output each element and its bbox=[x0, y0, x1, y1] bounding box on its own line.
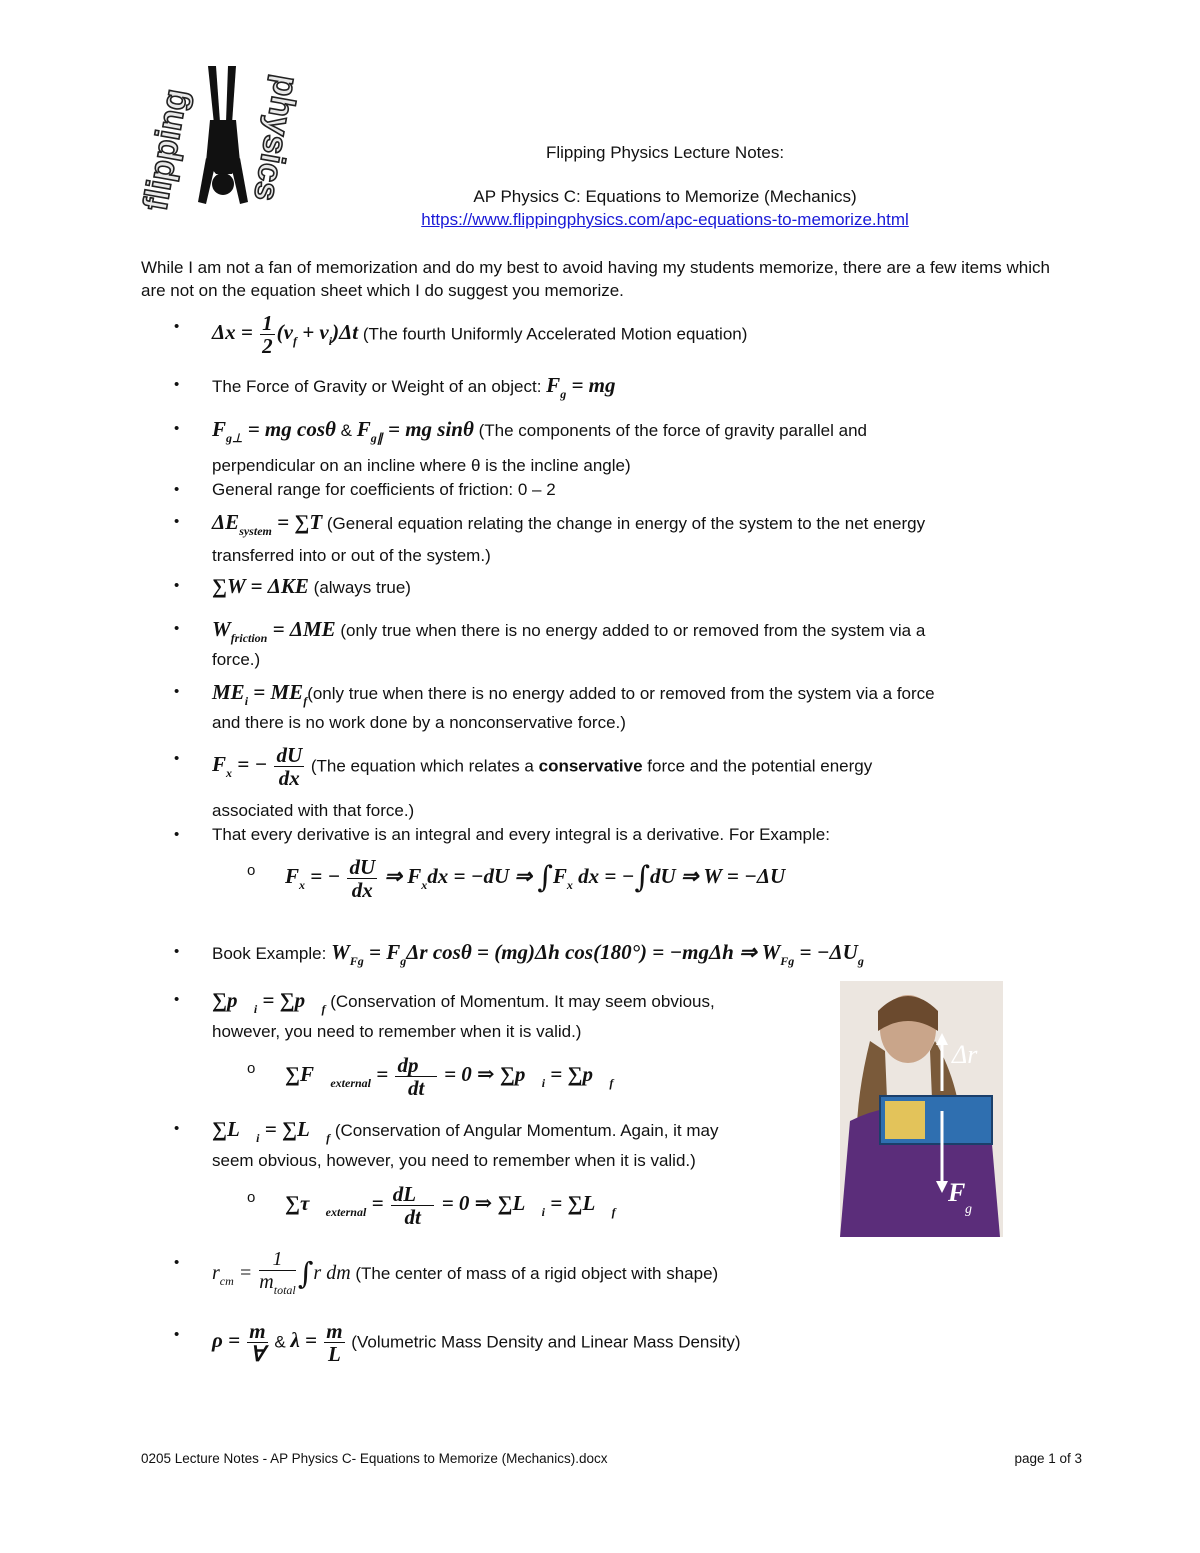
equation: λ = $\frac{m}{L}$ bbox=[290, 1319, 343, 1366]
flipping-physics-logo bbox=[136, 62, 306, 220]
equation: $W_{Fg} = F_g\Delta r$ cosθ = (mg)Δh cos(180°) = −mgΔh ⇒ $W_{Fg} = -\Delta U_g$ bbox=[331, 940, 864, 968]
photo-person-lifting-box bbox=[840, 981, 1003, 1237]
equation: $\sum F⃗_{external}$ = $\frac{dp⃗}{dt}$ = 0 ⇒ $\sum p⃗_i$ = $\sum p⃗_f$ bbox=[285, 1053, 614, 1100]
list-item: • $\sum L⃗_i$ = $\sum L⃗_f$ (Conservation of Angular Momentum. Again, it may bbox=[174, 1117, 719, 1145]
equation: $\sum p⃗_i$ = $\sum p⃗_f$ bbox=[212, 988, 326, 1016]
header-link[interactable]: https://www.flippingphysics.com/apc-equations-to-memorize.html bbox=[421, 210, 909, 229]
equation: $W_{friction} = \Delta ME$ bbox=[212, 617, 336, 645]
handstand-figure-icon bbox=[198, 66, 248, 204]
equation: Δx = $\frac{1}{2}$ $(v_f + v_i)\Delta t$ bbox=[212, 311, 359, 358]
equation: $F_{g\parallel}$ = mg sinθ bbox=[356, 417, 474, 445]
list-item: • $F_x$ = − $\frac{dU}{dx}$ (The equation which relates a conservative force and the potential energy bbox=[174, 743, 873, 790]
list-item-continuation: transferred into or out of the system.) bbox=[212, 546, 491, 565]
list-item-continuation: and there is no work done by a nonconservative force.) bbox=[212, 713, 626, 732]
photo-label-sub: g bbox=[965, 1202, 972, 1217]
list-item: • ρ = $\frac{m}{\forall}$ & λ = $\frac{m}{L}$ (Volumetric Mass Density and Linear Mass Density) bbox=[174, 1319, 741, 1366]
photo-label-delta-r: Δr bbox=[952, 1040, 978, 1069]
intro-paragraph: While I am not a fan of memorization and do my best to avoid having my students memorize, there are a few items which are not on the equation sheet which I do suggest you memorize. bbox=[141, 258, 1050, 300]
header-subtitle: AP Physics C: Equations to Memorize (Mechanics) bbox=[473, 187, 857, 206]
logo-text-right: physics bbox=[246, 72, 306, 204]
photo-label-force: F bbox=[948, 1178, 966, 1207]
list-item: • $ME_i$ = $ME_f(only$ true when there is no energy added to or removed from the system via a force bbox=[174, 680, 935, 708]
sub-list-item: o $\sum\tau⃗_{external}$ = $\frac{dL⃗}{dt}$ = 0 ⇒ $\sum L⃗_i$ = $\sum L⃗_f$ bbox=[247, 1182, 616, 1229]
list-item: • The Force of Gravity or Weight of an object: $F_g$ = mg bbox=[174, 373, 616, 401]
sub-list-item: o $F_x$ = − $\frac{dU}{dx}$ ⇒ $F_xdx = -dU$ ⇒ $\int F_x$ dx = −∫dU ⇒ W = −ΔU bbox=[247, 855, 786, 902]
footer-filename: 0205 Lecture Notes - AP Physics C- Equations to Memorize (Mechanics).docx bbox=[141, 1451, 608, 1466]
equation: $F_g$ = mg bbox=[546, 373, 616, 401]
list-item-continuation: associated with that force.) bbox=[212, 801, 415, 820]
list-item-continuation: however, you need to remember when it is valid.) bbox=[212, 1022, 582, 1041]
equation: $F_{g\perp}$ = mg cosθ bbox=[212, 417, 336, 445]
list-item: • Book Example: $W_{Fg} = F_g\Delta r$ cosθ = (mg)Δh cos(180°) = −mgΔh ⇒ $W_{Fg} = -\Delta U_g$ bbox=[174, 940, 864, 968]
list-item-continuation: seem obvious, however, you need to remember when it is valid.) bbox=[212, 1151, 696, 1170]
list-item: • $F_{g\perp}$ = mg cosθ & $F_{g\parallel}$ = mg sinθ (The components of the force of gravity parallel and bbox=[174, 417, 867, 445]
equation: $F_x$ = − $\frac{dU}{dx}$ bbox=[212, 743, 303, 790]
equation: ρ = $\frac{m}{\forall}$ bbox=[212, 1319, 266, 1366]
list-item: • Δx = $\frac{1}{2}$ $(v_f + v_i)\Delta t$ (The fourth Uniformly Accelerated Motion equation) bbox=[174, 311, 748, 358]
equation: $\sum\tau⃗_{external}$ = $\frac{dL⃗}{dt}$ = 0 ⇒ $\sum L⃗_i$ = $\sum L⃗_f$ bbox=[285, 1182, 616, 1229]
list-item: • $\Delta E_{system} = \sum T$ (General equation relating the change in energy of the system to the net energy bbox=[174, 510, 926, 538]
equation: ∑W = ΔKE bbox=[212, 574, 309, 598]
equation: $\Delta E_{system} = \sum T$ bbox=[212, 510, 323, 538]
equation: $F_x$ = − $\frac{dU}{dx}$ ⇒ $F_xdx = -dU$ ⇒ $\int F_x$ dx = −∫dU ⇒ W = −ΔU bbox=[285, 855, 786, 902]
header-title: Flipping Physics Lecture Notes: bbox=[545, 143, 785, 162]
list-item: • $W_{friction} = \Delta ME$ (only true when there is no energy added to or removed from the system via a bbox=[174, 617, 926, 645]
list-item: • $\sum p⃗_i$ = $\sum p⃗_f$ (Conservation of Momentum. It may seem obvious, bbox=[174, 988, 715, 1016]
footer-page-number: page 1 of 3 bbox=[1014, 1451, 1082, 1466]
equation: $r_{cm}$ = $\frac{1}{m_{total}}$ ∫r dm bbox=[212, 1248, 351, 1297]
equation: $ME_i = ME_f$ bbox=[212, 680, 308, 708]
equation: $\sum L⃗_i$ = $\sum L⃗_f$ bbox=[212, 1117, 331, 1145]
logo-text-left: flipping bbox=[136, 85, 196, 214]
list-item-continuation: perpendicular on an incline where θ is the incline angle) bbox=[212, 456, 631, 475]
list-item: • General range for coefficients of friction: 0 – 2 bbox=[174, 480, 556, 499]
list-item-continuation: force.) bbox=[212, 650, 261, 669]
list-item: • ∑W = ΔKE (always true) bbox=[174, 574, 411, 598]
list-item: • $r_{cm}$ = $\frac{1}{m_{total}}$ ∫r dm (The center of mass of a rigid object with shape) bbox=[174, 1248, 719, 1297]
list-item: • That every derivative is an integral and every integral is a derivative. For Example: bbox=[174, 825, 830, 844]
sub-list-item: o $\sum F⃗_{external}$ = $\frac{dp⃗}{dt}$ = 0 ⇒ $\sum p⃗_i$ = $\sum p⃗_f$ bbox=[247, 1053, 614, 1100]
